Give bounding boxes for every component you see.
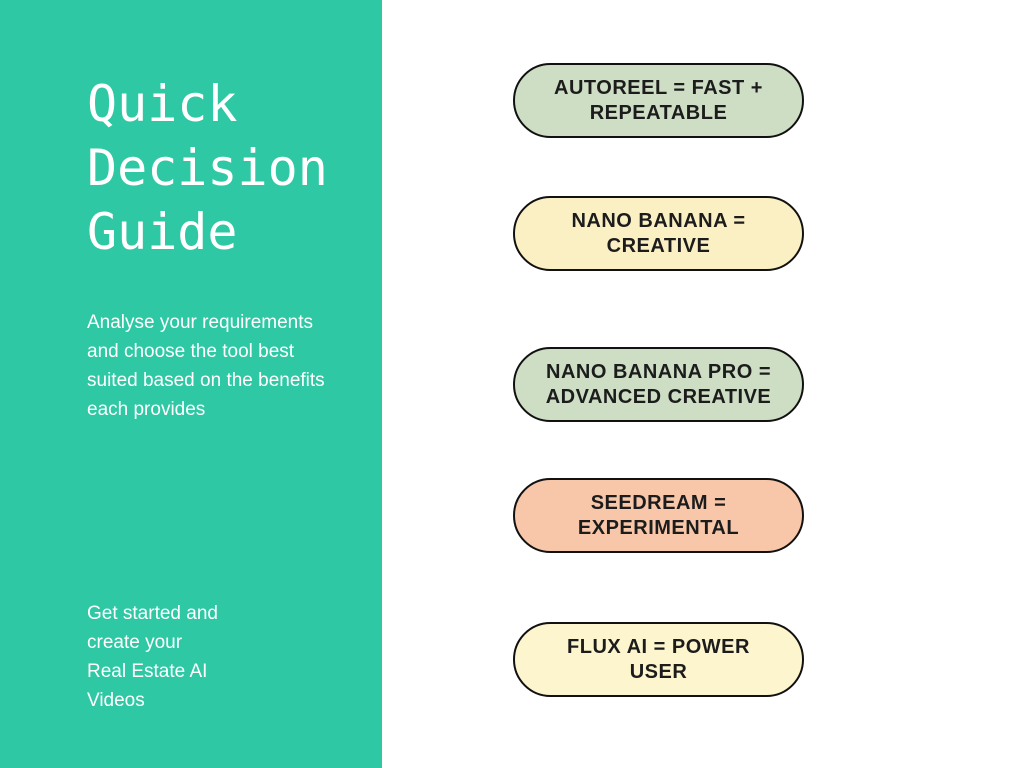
pill-flux-ai — [513, 622, 804, 697]
pill-seedream-label-line-2: EXPERIMENTAL — [577, 516, 740, 539]
pill-nano-banana-label-line-1: NANO BANANA = — [571, 209, 746, 232]
pill-autoreel-label-line-2: REPEATABLE — [589, 101, 728, 124]
pill-nano-banana-label-line-2: CREATIVE — [606, 234, 711, 257]
pill-nano-banana-pro — [513, 347, 804, 422]
page-title-line-1: Quick — [87, 75, 238, 133]
pill-autoreel-label-line-1: AUTOREEL = FAST + — [554, 76, 763, 99]
footer-text — [87, 599, 218, 715]
footer-line-2: create your — [87, 632, 183, 653]
description-line-2: and choose the tool best — [87, 341, 295, 362]
pill-seedream — [513, 478, 804, 553]
pill-nano-banana-pro-label-line-1: NANO BANANA PRO = — [546, 360, 771, 383]
description-line-1: Analyse your requirements — [87, 312, 313, 333]
footer-line-1: Get started and — [87, 603, 218, 624]
footer-line-3: Real Estate AI — [87, 661, 208, 682]
footer-line-4: Videos — [87, 690, 145, 711]
pill-nano-banana-pro-label-line-2: ADVANCED CREATIVE — [545, 385, 772, 408]
description-line-3: suited based on the benefits — [87, 370, 325, 391]
pill-seedream-label-line-1: SEEDREAM = — [590, 491, 727, 514]
page-title — [87, 72, 328, 264]
pill-flux-ai-label-line-2: USER — [629, 660, 688, 683]
pill-autoreel — [513, 63, 804, 138]
page-title-line-2: Decision — [87, 139, 328, 197]
left-panel — [0, 0, 382, 768]
description-line-4: each provides — [87, 399, 206, 420]
pill-nano-banana — [513, 196, 804, 271]
description-text — [87, 308, 325, 424]
pill-flux-ai-label-line-1: FLUX AI = POWER — [567, 635, 750, 658]
page-title-line-3: Guide — [87, 203, 238, 261]
